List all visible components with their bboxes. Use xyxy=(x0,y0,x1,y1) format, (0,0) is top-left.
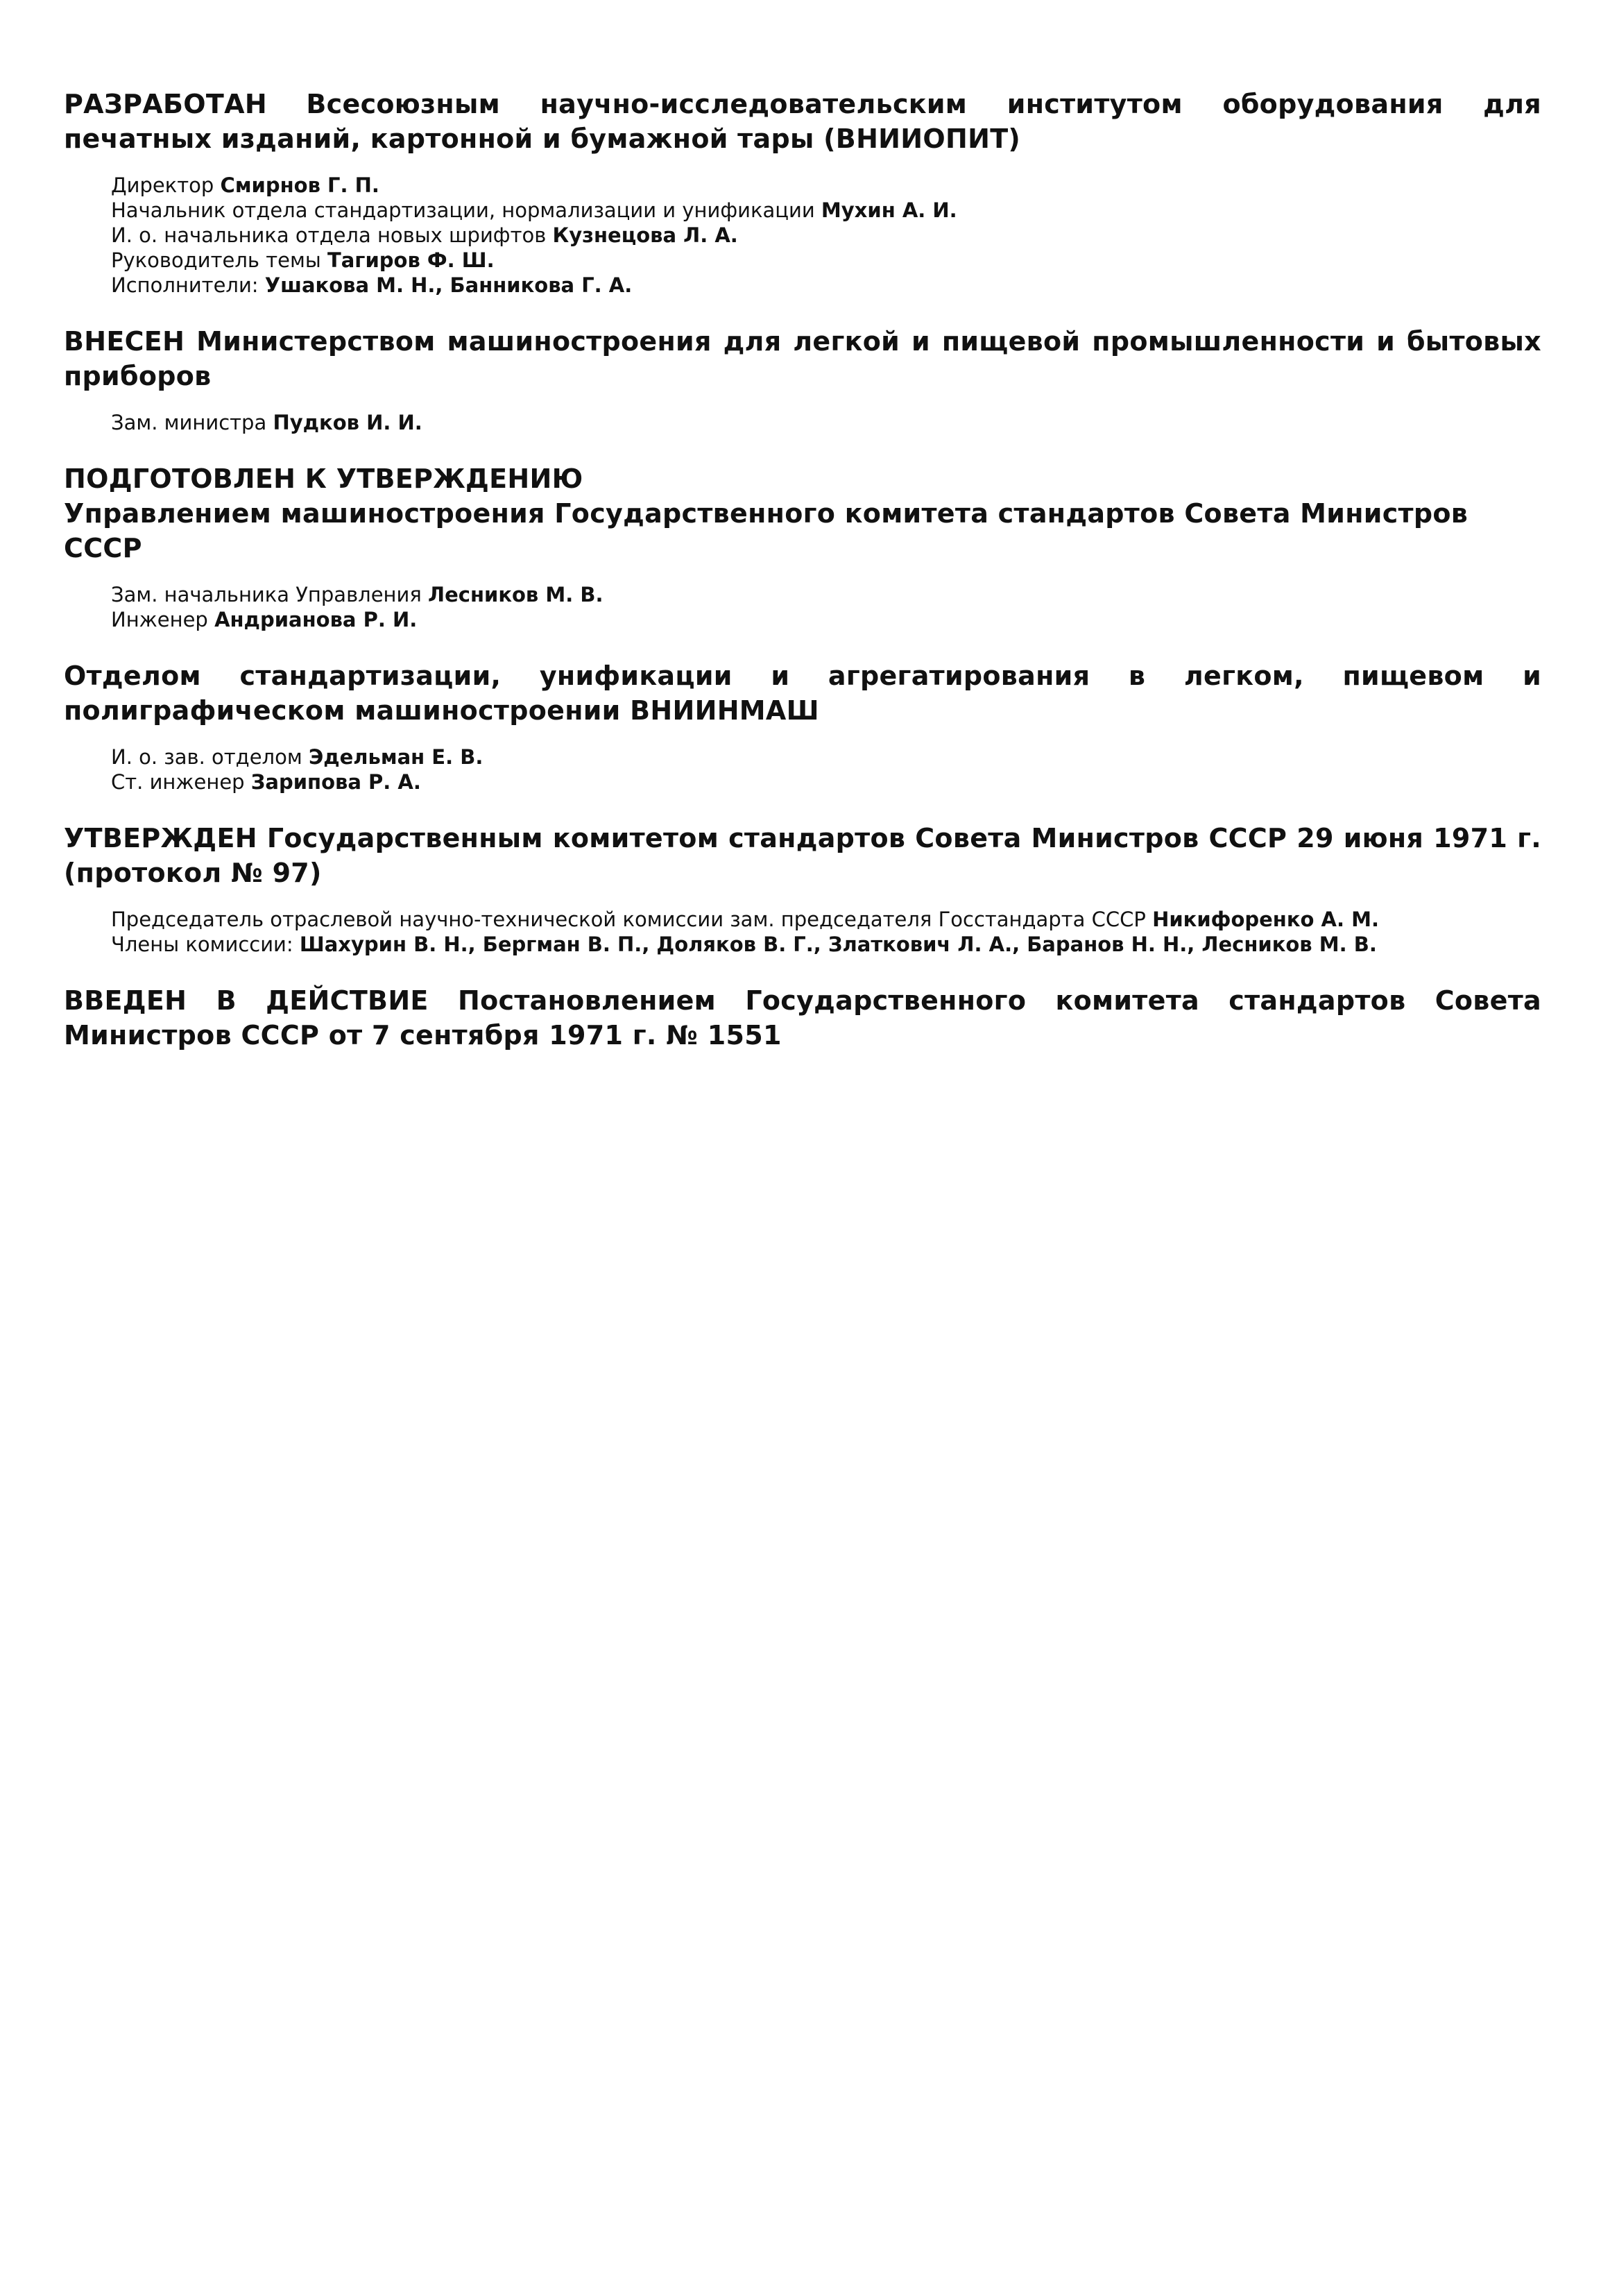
person-row xyxy=(111,745,1541,769)
person-name: Кузнецова Л. А. xyxy=(552,223,738,247)
section-submitted-heading xyxy=(64,324,1541,393)
person-role: Ст. инженер xyxy=(111,770,245,794)
person-name: Смирнов Г. П. xyxy=(220,173,379,197)
person-row xyxy=(111,932,1541,957)
person-name: Лесников М. В. xyxy=(428,583,603,606)
person-name: Андрианова Р. И. xyxy=(214,608,418,631)
section-text: Всесоюзным научно-исследовательским институтом оборудования для печатных изданий, картонной и бумажной тары (ВНИИОПИТ) xyxy=(64,89,1541,154)
section-department-persons xyxy=(111,745,1541,794)
section-department-heading xyxy=(64,658,1541,728)
person-row xyxy=(111,248,1541,273)
section-keyword: УТВЕРЖДЕН xyxy=(64,823,257,853)
person-name: Шахурин В. Н., Бергман В. П., Доляков В. Г., Златкович Л. А., Баранов Н. Н., Лесников М. В. xyxy=(299,933,1377,956)
document-page xyxy=(64,87,1541,1053)
section-text: Отделом стандартизации, унификации и агрегатирования в легком, пищевом и полиграфическом машиностроении ВНИИНМАШ xyxy=(64,661,1541,726)
person-row xyxy=(111,198,1541,223)
section-enacted-heading xyxy=(64,983,1541,1053)
section-text: Постановлением Государственного комитета стандартов Совета Министров СССР от 7 сентября 1971 г. № 1551 xyxy=(64,985,1541,1051)
section-submitted-persons xyxy=(111,410,1541,435)
section-keyword: РАЗРАБОТАН xyxy=(64,89,267,119)
person-role: И. о. зав. отделом xyxy=(111,745,302,769)
person-role: И. о. начальника отдела новых шрифтов xyxy=(111,223,547,247)
person-name: Мухин А. И. xyxy=(821,198,957,222)
person-row xyxy=(111,769,1541,794)
person-name: Эдельман Е. В. xyxy=(308,745,483,769)
section-text: Государственным комитетом стандартов Совета Министров СССР 29 июня 1971 г. (протокол № 97) xyxy=(64,823,1541,888)
person-row xyxy=(111,410,1541,435)
person-name: Ушакова М. Н., Банникова Г. А. xyxy=(264,273,633,297)
section-approved-heading xyxy=(64,821,1541,890)
section-keyword: ВНЕСЕН xyxy=(64,326,185,357)
section-prepared-persons xyxy=(111,582,1541,632)
person-row xyxy=(111,607,1541,632)
person-row xyxy=(111,582,1541,607)
section-prepared-text: Управлением машиностроения Государственного комитета стандартов Совета Министров СССР xyxy=(64,498,1469,563)
section-keyword: ВВЕДЕН В ДЕЙСТВИЕ xyxy=(64,985,429,1016)
person-role: Зам. министра xyxy=(111,411,267,434)
person-role: Начальник отдела стандартизации, нормализации и унификации xyxy=(111,198,815,222)
section-text: Министерством машиностроения для легкой и пищевой промышленности и бытовых приборов xyxy=(64,326,1541,391)
person-name: Пудков И. И. xyxy=(273,411,422,434)
person-role: Председатель отраслевой научно-технической комиссии зам. председателя Госстандарта СССР xyxy=(111,908,1146,931)
person-name: Никифоренко А. М. xyxy=(1152,908,1379,931)
person-role: Директор xyxy=(111,173,214,197)
person-role: Члены комиссии: xyxy=(111,933,293,956)
section-prepared-keyword: ПОДГОТОВЛЕН К УТВЕРЖДЕНИЮ xyxy=(64,464,583,494)
person-role: Исполнители: xyxy=(111,273,259,297)
section-developed-heading xyxy=(64,87,1541,156)
person-row xyxy=(111,273,1541,298)
person-name: Тагиров Ф. Ш. xyxy=(327,248,495,272)
section-approved-persons xyxy=(111,907,1541,957)
person-name: Зарипова Р. А. xyxy=(250,770,421,794)
person-row xyxy=(111,907,1541,932)
person-row xyxy=(111,173,1541,198)
person-row xyxy=(111,223,1541,248)
person-role: Инженер xyxy=(111,608,208,631)
section-developed-persons xyxy=(111,173,1541,298)
person-role: Руководитель темы xyxy=(111,248,321,272)
person-role: Зам. начальника Управления xyxy=(111,583,422,606)
